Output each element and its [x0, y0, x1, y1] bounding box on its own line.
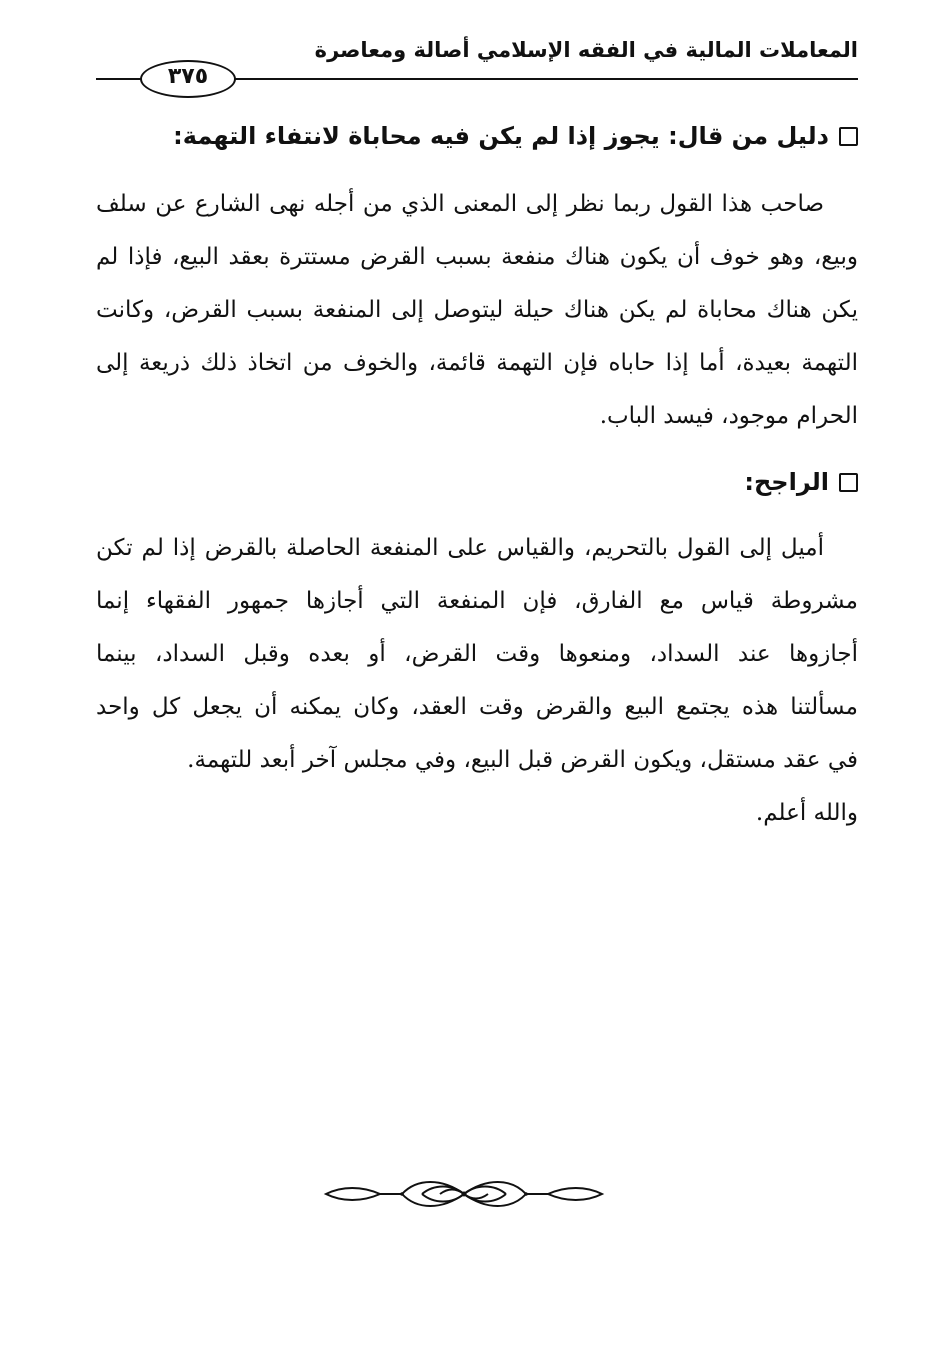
- paragraph-evidence: [96, 178, 858, 443]
- text-line: أجازوها عند السداد، ومنعوها وقت القرض، أو بعده وقبل السداد، بينما: [96, 641, 858, 667]
- section-heading-evidence: [173, 122, 858, 150]
- text-line: وبيع، وهو خوف أن يكون هناك منفعة بسبب القرض مستترة بعقد البيع، فإذا لم: [96, 244, 858, 270]
- section-heading-text: الراجح:: [744, 468, 829, 496]
- text-line: صاحب هذا القول ربما نظر إلى المعنى الذي من أجله نهى الشارع عن سلف: [96, 191, 824, 217]
- page-number-oval: [140, 60, 236, 98]
- checkbox-icon: [839, 127, 858, 146]
- text-line: يكن هناك محاباة لم يكن هناك حيلة ليتوصل إلى المنفعة بسبب القرض، وكانت: [96, 297, 858, 323]
- running-header-title: المعاملات المالية في الفقه الإسلامي أصالة ومعاصرة: [314, 38, 858, 62]
- text-line: التهمة بعيدة، أما إذا حاباه فإن التهمة قائمة، والخوف من اتخاذ ذلك ذريعة إلى: [96, 350, 858, 376]
- text-line: والله أعلم.: [755, 800, 858, 826]
- section-heading-text: دليل من قال: يجوز إذا لم يكن فيه محاباة لانتفاء التهمة:: [173, 122, 829, 150]
- text-line: في عقد مستقل، ويكون القرض قبل البيع، وفي مجلس آخر أبعد للتهمة.: [187, 747, 858, 773]
- paragraph-preferred: [96, 522, 858, 840]
- decorative-divider-icon: [322, 1172, 606, 1216]
- text-line: أميل إلى القول بالتحريم، والقياس على المنفعة الحاصلة بالقرض إذا لم تكن: [96, 535, 824, 561]
- text-line: مشروطة قياس مع الفارق، فإن المنفعة التي أجازها جمهور الفقهاء إنما: [96, 588, 858, 614]
- page-number: ٣٧٥: [167, 64, 209, 89]
- checkbox-icon: [839, 473, 858, 492]
- text-line: مسألتنا هذه يجتمع البيع والقرض وقت العقد، وكان يمكنه أن يجعل كل واحد: [96, 694, 858, 720]
- text-line: الحرام موجود، فيسد الباب.: [599, 403, 858, 429]
- section-heading-preferred: [744, 468, 858, 496]
